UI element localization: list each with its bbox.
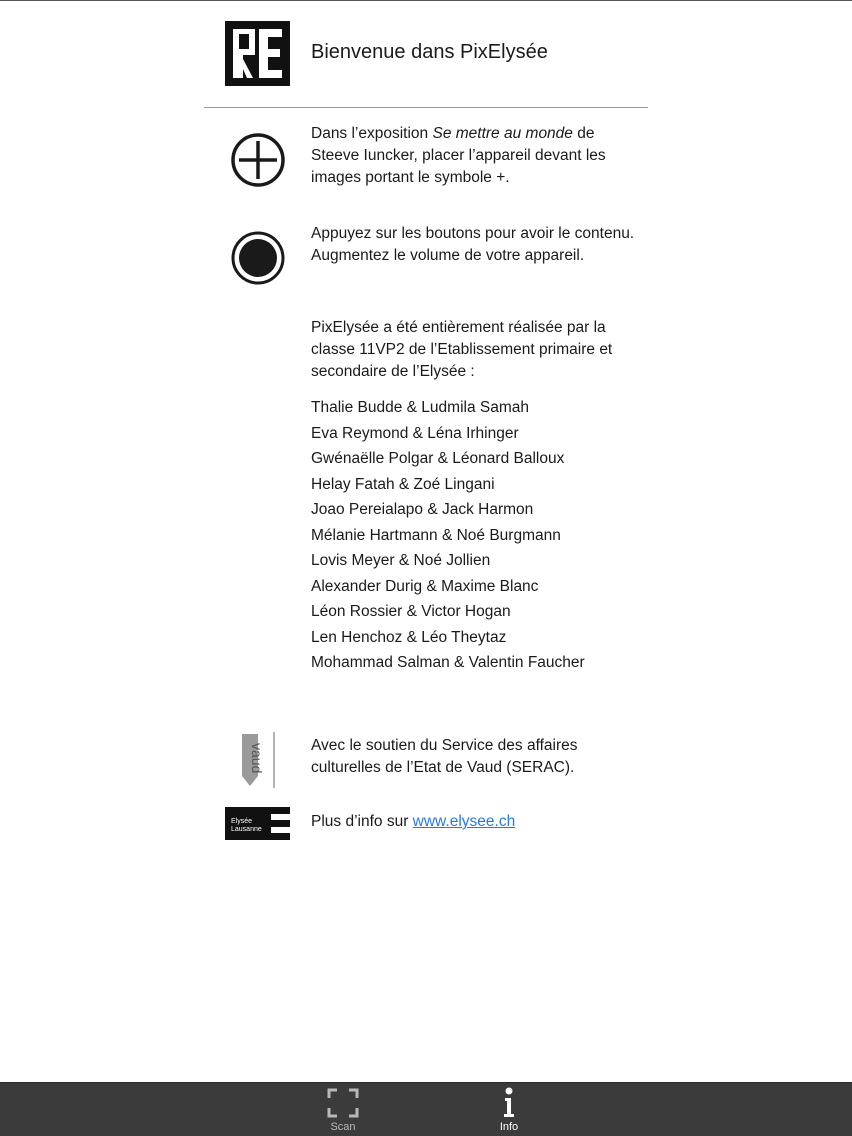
elysee-logo-line2: Lausanne: [231, 826, 262, 833]
list-item: Len Henchoz & Léo Theytaz: [311, 628, 507, 646]
list-item: Joao Pereialapo & Jack Harmon: [311, 501, 534, 518]
tab-scan[interactable]: [308, 1083, 378, 1136]
list-item: Helay Fatah & Zoé Lingani: [311, 475, 495, 493]
tab-scan-label: Scan: [330, 1121, 356, 1133]
list-item: Alexander Durig & Maxime Blanc: [311, 577, 539, 595]
exhibition-title: Se mettre au monde: [432, 125, 573, 142]
instruction-scan-text-after: de Steeve Iuncker, placer l’appareil devant les images portant le symbole +.: [311, 125, 606, 186]
credits-intro: PixElysée a été entièrement réalisée par la classe 11VP2 de l’Etablissement primaire et secondaire de l’Elysée :: [311, 319, 613, 380]
more-info-prefix: Plus d’info sur: [311, 813, 413, 830]
tab-info-label: Info: [499, 1121, 519, 1133]
more-info-text: [311, 811, 641, 833]
vaud-logo: [238, 730, 280, 790]
elysee-website-link[interactable]: www.elysee.ch: [412, 813, 516, 830]
tab-bar: [0, 1082, 852, 1136]
support-text: Avec le soutien du Service des affaires culturelles de l’Etat de Vaud (SERAC).: [311, 737, 578, 776]
info-icon: [502, 1087, 516, 1119]
elysee-logo-line1: Elysée: [231, 818, 253, 825]
credits-names-list: [311, 395, 651, 676]
tab-info[interactable]: [474, 1083, 544, 1136]
scan-frame-icon: [327, 1088, 359, 1118]
page-title: Bienvenue dans PixElysée: [311, 41, 548, 63]
list-item: Mélanie Hartmann & Noé Burgmann: [311, 526, 561, 544]
list-item: Eva Reymond & Léna Irhinger: [311, 424, 519, 442]
list-item: Gwénaëlle Polgar & Léonard Balloux: [311, 450, 565, 467]
list-item: Mohammad Salman & Valentin Faucher: [311, 654, 585, 671]
instruction-scan-text-before: Dans l’exposition: [311, 125, 433, 142]
vaud-logo-text: vaud: [249, 743, 265, 774]
list-item: Thalie Budde & Ludmila Samah: [311, 399, 529, 416]
instruction-buttons-text: Appuyez sur les boutons pour avoir le contenu. Augmentez le volume de votre appareil.: [311, 225, 635, 264]
plus-circle-icon: [229, 131, 287, 189]
instruction-scan-text: [311, 123, 641, 189]
elysee-lausanne-logo: [225, 807, 290, 840]
list-item: Léon Rossier & Victor Hogan: [311, 603, 511, 620]
header-divider: [204, 107, 648, 108]
record-button-icon: [229, 229, 287, 287]
pixelysee-logo: [225, 21, 290, 86]
list-item: Lovis Meyer & Noé Jollien: [311, 552, 491, 569]
